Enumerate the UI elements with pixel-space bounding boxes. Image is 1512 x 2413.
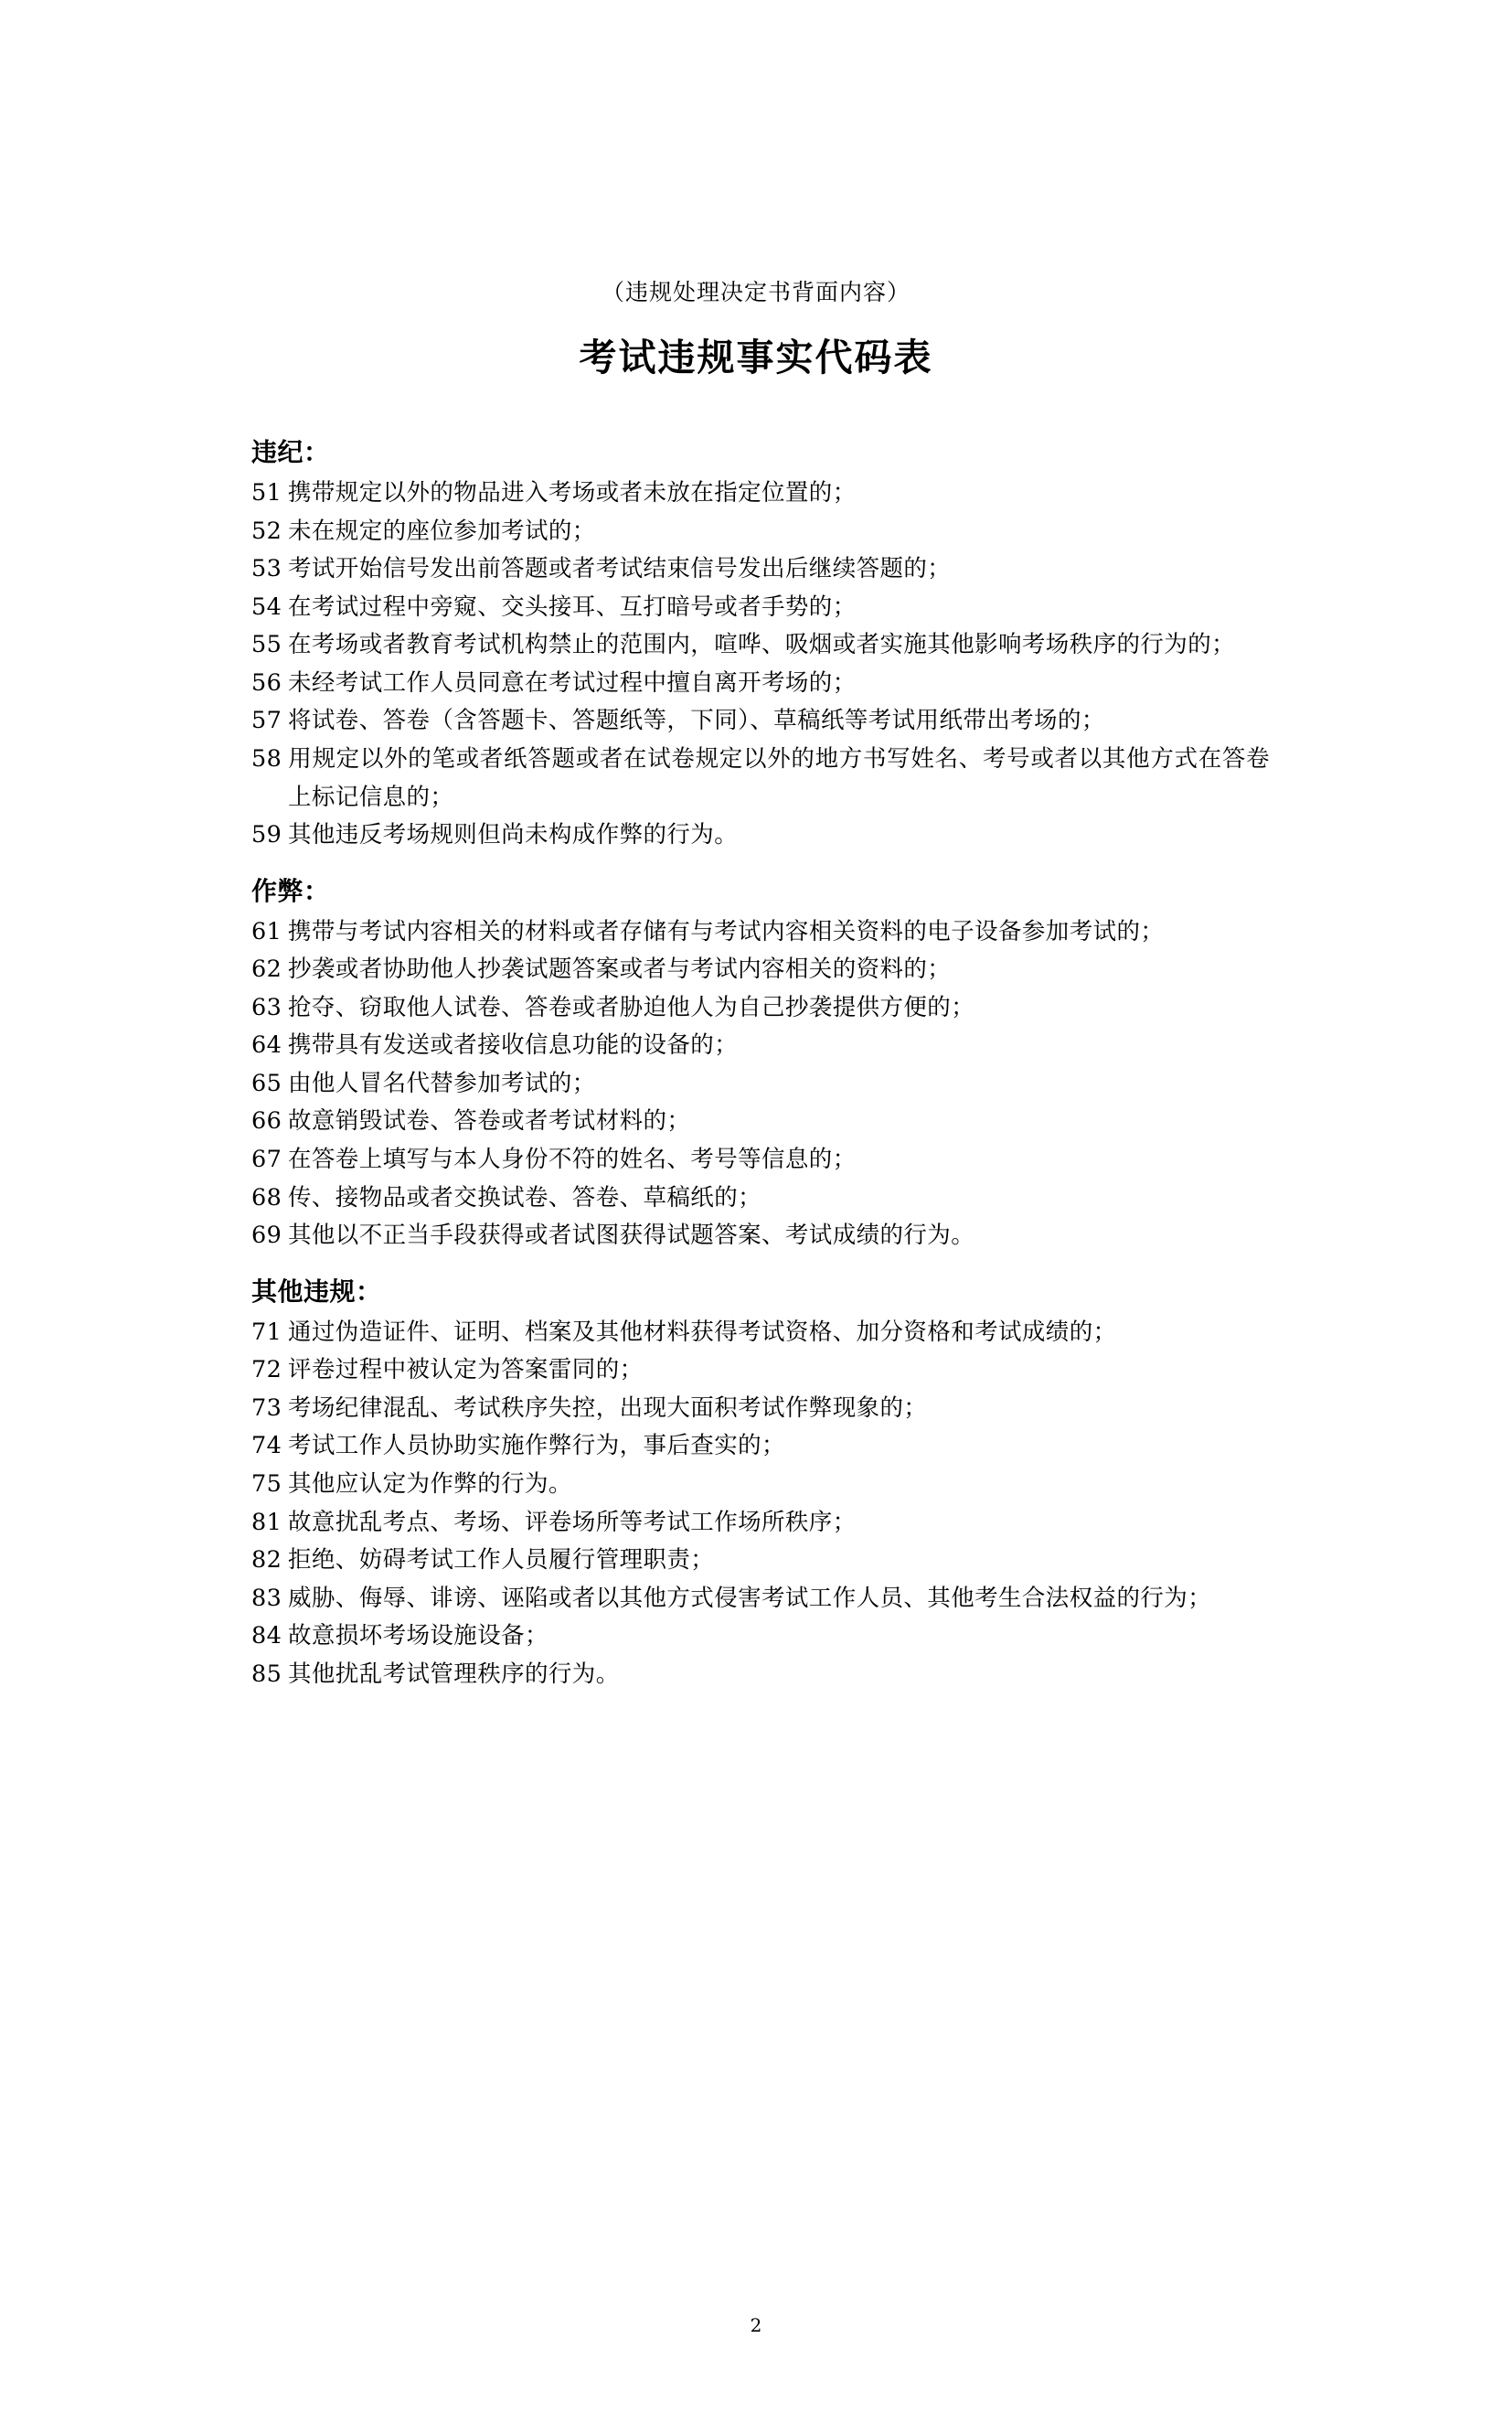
section-other-violations: [251, 1272, 1270, 1694]
entry-text: 其他应认定为作弊的行为。: [288, 1469, 572, 1498]
entry-text: 将试卷、答卷（含答题卡、答题纸等，下同）、草稿纸等考试用纸带出考场的；: [288, 707, 1105, 735]
entry-text: 评卷过程中被认定为答案雷同的；: [288, 1356, 644, 1384]
entry-code: 85: [251, 1660, 282, 1688]
entry-text: 抄袭或者协助他人抄袭试题答案或者与考试内容相关的资料的；: [288, 956, 952, 984]
entry-code: 57: [251, 707, 282, 735]
code-entry: [251, 1351, 1270, 1390]
code-entry: [251, 1027, 1270, 1065]
entry-text: 考试开始信号发出前答题或者考试结束信号发出后继续答题的；: [288, 555, 952, 583]
code-entry: [251, 913, 1270, 952]
entry-code: 82: [251, 1546, 282, 1575]
entry-code: 67: [251, 1146, 282, 1173]
entry-text: 携带规定以外的物品进入考场或者未放在指定位置的；: [288, 479, 857, 507]
entry-code: 81: [251, 1508, 282, 1536]
code-entry: [251, 1504, 1270, 1543]
code-entry: [251, 702, 1270, 741]
entry-code: 73: [251, 1393, 282, 1422]
entry-code: 68: [251, 1183, 282, 1212]
section-violation-discipline: [251, 432, 1270, 855]
code-entry: [251, 1427, 1270, 1466]
code-entry: [251, 513, 1270, 551]
entry-text: 通过伪造证件、证明、档案及其他材料获得考试资格、加分资格和考试成绩的；: [288, 1318, 1117, 1346]
code-entry: [251, 1217, 1270, 1255]
code-entry: [251, 989, 1270, 1028]
entry-text: 其他违反考场规则但尚未构成作弊的行为。: [288, 821, 739, 849]
entry-code: 55: [251, 631, 282, 659]
code-entry: [251, 665, 1270, 703]
entry-code: 72: [251, 1356, 282, 1384]
entry-text: 携带具有发送或者接收信息功能的设备的；: [288, 1031, 739, 1060]
code-entry: [251, 741, 1270, 817]
code-entry: [251, 1390, 1270, 1428]
entry-text: 其他扰乱考试管理秩序的行为。: [288, 1660, 620, 1688]
entry-code: 69: [251, 1222, 282, 1250]
entry-code: 64: [251, 1031, 282, 1060]
section-heading: 其他违规：: [251, 1276, 382, 1307]
entry-code: 63: [251, 993, 282, 1021]
document-body: [251, 432, 1270, 1693]
code-entry: [251, 1065, 1270, 1104]
code-entry: [251, 475, 1270, 513]
code-entry: [251, 1618, 1270, 1656]
entry-text: 其他以不正当手段获得或者试图获得试题答案、考试成绩的行为。: [288, 1222, 975, 1250]
entry-text: 携带与考试内容相关的材料或者存储有与考试内容相关资料的电子设备参加考试的；: [288, 917, 1165, 945]
entry-code: 51: [251, 479, 282, 507]
entry-text: 用规定以外的笔或者纸答题或者在试卷规定以外的地方书写姓名、考号或者以其他方式在答卷上标记信息的；: [288, 744, 1270, 811]
code-entry: [251, 1656, 1270, 1694]
entry-code: 58: [251, 744, 282, 773]
code-entry: [251, 1103, 1270, 1141]
section-heading: 作弊：: [251, 875, 330, 906]
entry-code: 59: [251, 821, 282, 849]
code-entry: [251, 1580, 1270, 1618]
code-entry: [251, 1466, 1270, 1504]
entry-code: 62: [251, 956, 282, 984]
code-entry: [251, 1141, 1270, 1180]
entry-text: 故意扰乱考点、考场、评卷场所等考试工作场所秩序；: [288, 1508, 857, 1536]
entry-code: 74: [251, 1432, 282, 1460]
page-title: 考试违规事实代码表: [579, 336, 933, 379]
document-subtitle: （违规处理决定书背面内容）: [601, 279, 910, 305]
code-entry: [251, 817, 1270, 855]
entry-code: 65: [251, 1069, 282, 1097]
entry-text: 拒绝、妨碍考试工作人员履行管理职责；: [288, 1546, 715, 1575]
entry-code: 61: [251, 917, 282, 945]
entry-code: 52: [251, 517, 282, 545]
entry-code: 71: [251, 1318, 282, 1346]
code-entry: [251, 951, 1270, 989]
entry-code: 83: [251, 1584, 282, 1612]
page-number: 2: [750, 2314, 762, 2336]
entry-text: 抢夺、窃取他人试卷、答卷或者胁迫他人为自己抄袭提供方便的；: [288, 993, 975, 1021]
entry-text: 威胁、侮辱、诽谤、诬陷或者以其他方式侵害考试工作人员、其他考生合法权益的行为；: [288, 1584, 1212, 1612]
entry-code: 54: [251, 593, 282, 621]
entry-text: 故意销毁试卷、答卷或者考试材料的；: [288, 1107, 691, 1136]
entry-code: 75: [251, 1469, 282, 1498]
entry-text: 考场纪律混乱、考试秩序失控，出现大面积考试作弊现象的；: [288, 1393, 928, 1422]
entry-text: 在答卷上填写与本人身份不符的姓名、考号等信息的；: [288, 1146, 857, 1173]
document-page: [0, 274, 1512, 2413]
entry-code: 84: [251, 1622, 282, 1650]
code-entry: [251, 626, 1270, 665]
entry-text: 传、接物品或者交换试卷、答卷、草稿纸的；: [288, 1183, 762, 1212]
entry-code: 56: [251, 668, 282, 697]
entry-text: 未经考试工作人员同意在考试过程中擅自离开考场的；: [288, 668, 857, 697]
entry-text: 由他人冒名代替参加考试的；: [288, 1069, 596, 1097]
code-entry: [251, 589, 1270, 627]
entry-code: 66: [251, 1107, 282, 1136]
code-entry: [251, 1180, 1270, 1218]
entry-text: 考试工作人员协助实施作弊行为，事后查实的；: [288, 1432, 785, 1460]
entry-text: 未在规定的座位参加考试的；: [288, 517, 596, 545]
section-heading: 违纪：: [251, 437, 330, 467]
code-entry: [251, 550, 1270, 589]
section-cheating: [251, 871, 1270, 1255]
code-entry: [251, 1542, 1270, 1580]
code-entry: [251, 1314, 1270, 1352]
entry-text: 在考场或者教育考试机构禁止的范围内，喧哗、吸烟或者实施其他影响考场秩序的行为的；: [288, 631, 1236, 659]
entry-text: 故意损坏考场设施设备；: [288, 1622, 548, 1650]
entry-text: 在考试过程中旁窥、交头接耳、互打暗号或者手势的；: [288, 593, 857, 621]
entry-code: 53: [251, 555, 282, 583]
